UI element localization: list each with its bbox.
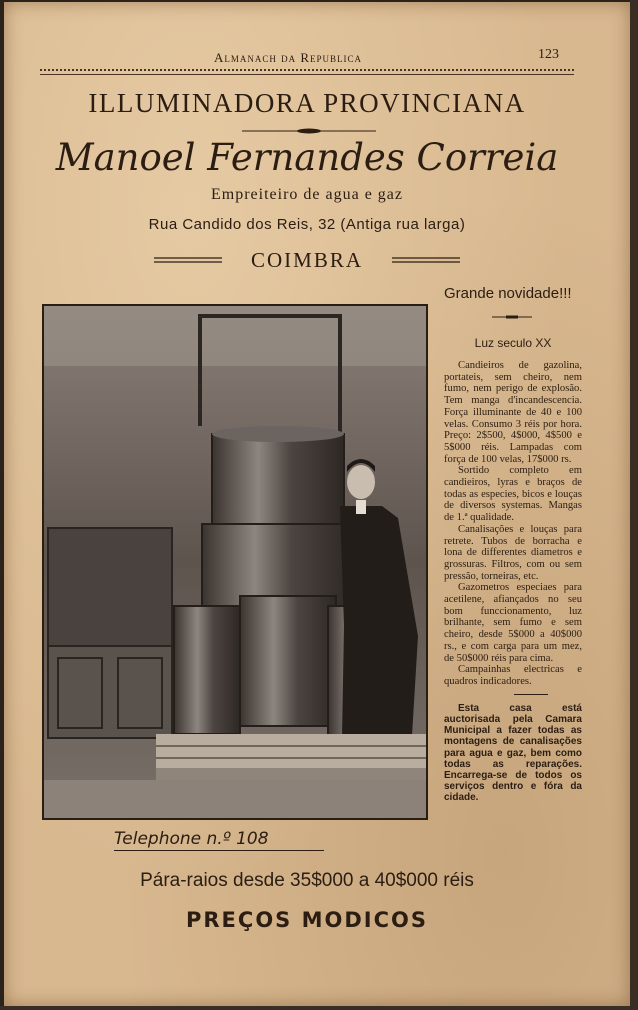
- modest-prices-line: PREÇOS MODICOS: [186, 908, 428, 932]
- product-photograph: [42, 304, 428, 820]
- gasometer-photo-illustration: [44, 306, 426, 818]
- sidebar-notice: Esta casa está auctorisada pela Camara Municipal a fazer todas as montagens de canalisações para agua e gaz, bem como todas as reparações. Encarrega-se de todos os serviços dentro e fóra da cidade.: [444, 702, 582, 804]
- sidebar-headline: Grande novidade!!!: [444, 285, 572, 302]
- owner-trade: Empreiteiro de agua e gaz: [210, 186, 404, 203]
- header-rule: [40, 74, 574, 75]
- book-spine-edge: [630, 0, 638, 1010]
- city-rule-left: [154, 257, 222, 263]
- sidebar-paragraph: Sortido completo em candieiros, lyras e braços de todas as especies, bicos e louças de diversos systemas. Mangas de 1.ª qualidade.: [444, 465, 582, 524]
- page-number: 123: [538, 47, 559, 62]
- city-rule-right: [392, 257, 460, 263]
- title-ornament: [242, 128, 376, 134]
- owner-name: Manoel Fernandes Correia: [55, 136, 559, 179]
- sidebar-ornament: [492, 315, 532, 319]
- sidebar-paragraph: Candieiros de gazolina, portateis, sem cheiro, nem fumo, nem perigo de explosão. Tem manga d'incandescencia. Força illuminante de 40 e 100 velas. Consumo 3 réis por hora. Preço: 2$500, 4$000, 4$500 e 5$000 réis. Lampadas com força de 100 velas, 17$000 rs.: [444, 360, 582, 465]
- sidebar-paragraph: Gazometros especiaes para acetilene, afiançados no seu bom funccionamento, luz brilhante, sem fumo e sem cheiro, desde 5$000 a 40$000 rs., e com carga para um mez, de 50$000 réis para cima.: [444, 582, 582, 664]
- sidebar-column: [444, 285, 582, 804]
- telephone-number: Telephone n.º 108: [114, 829, 324, 851]
- sidebar-subhead: Luz seculo XX: [474, 336, 552, 350]
- owner-address: Rua Candido dos Reis, 32 (Antiga rua larga): [148, 216, 466, 233]
- shop-name: ILLUMINADORA PROVINCIANA: [88, 88, 526, 118]
- running-title: Almanach da Republica: [214, 50, 363, 65]
- almanac-page: [4, 2, 630, 1006]
- book-bottom-edge: [0, 1006, 638, 1010]
- sidebar-paragraph: Campainhas electricas e quadros indicadores.: [444, 664, 582, 687]
- header-dotted-rule: [40, 69, 574, 71]
- sidebar-paragraph: Canalisações e louças para retrete. Tubos de borracha e lona de differentes diametros e grossuras. Filtros, com ou sem pressão, torneiras, etc.: [444, 523, 582, 582]
- sidebar-divider: [514, 694, 548, 695]
- city-line: [154, 248, 460, 274]
- city-name: COIMBRA: [250, 248, 364, 272]
- lightning-rod-prices: Pára-raios desde 35$000 a 40$000 réis: [140, 870, 474, 891]
